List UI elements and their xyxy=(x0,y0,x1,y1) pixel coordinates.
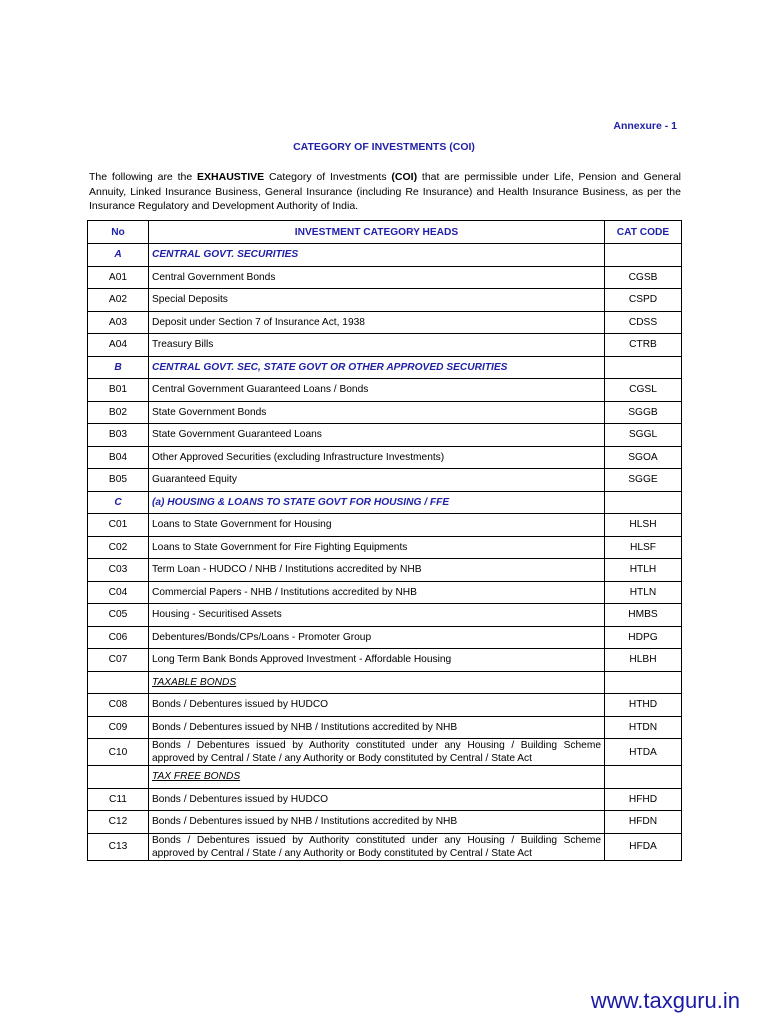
table-row xyxy=(88,788,682,811)
cell-cat-code: CDSS xyxy=(605,311,682,334)
cell-cat-code: SGOA xyxy=(605,446,682,469)
watermark-url: www.taxguru.in xyxy=(590,988,740,1013)
table-row xyxy=(88,379,682,402)
intro-paragraph xyxy=(89,170,681,214)
cell-cat-code: HFDA xyxy=(605,833,682,860)
cell-cat-code: SGGB xyxy=(605,401,682,424)
cell-no: A01 xyxy=(88,266,149,289)
table-body xyxy=(88,244,682,861)
cell-no xyxy=(88,766,149,789)
cell-description: Commercial Papers - NHB / Institutions accredited by NHB xyxy=(149,581,605,604)
table-row xyxy=(88,559,682,582)
table-row xyxy=(88,581,682,604)
cell-cat-code: HTDN xyxy=(605,716,682,739)
subheading-row xyxy=(88,766,682,789)
subheading-label: TAXABLE BONDS xyxy=(152,676,237,688)
cell-no: B05 xyxy=(88,469,149,492)
cell-description: State Government Bonds xyxy=(149,401,605,424)
intro-pre: The following are the xyxy=(89,171,198,183)
cell-cat-code: SGGL xyxy=(605,424,682,447)
table-row xyxy=(88,694,682,717)
cell-no: A xyxy=(88,244,149,267)
cell-description: Housing - Securitised Assets xyxy=(149,604,605,627)
table-row xyxy=(88,446,682,469)
cell-cat-code: HTHD xyxy=(605,694,682,717)
cell-description: Other Approved Securities (excluding Infrastructure Investments) xyxy=(149,446,605,469)
cell-cat-code xyxy=(605,244,682,267)
table-row xyxy=(88,514,682,537)
cell-no: C13 xyxy=(88,833,149,860)
cell-no: C10 xyxy=(88,739,149,766)
cell-description: Bonds / Debentures issued by HUDCO xyxy=(149,694,605,717)
cell-cat-code: HTLH xyxy=(605,559,682,582)
cell-description: Central Government Guaranteed Loans / Bonds xyxy=(149,379,605,402)
cell-description: Deposit under Section 7 of Insurance Act, 1938 xyxy=(149,311,605,334)
table-row xyxy=(88,811,682,834)
cell-description: Central Government Bonds xyxy=(149,266,605,289)
cell-description xyxy=(149,766,605,789)
table-row xyxy=(88,626,682,649)
cell-no: C09 xyxy=(88,716,149,739)
cell-description: Guaranteed Equity xyxy=(149,469,605,492)
cell-no: C11 xyxy=(88,788,149,811)
cell-description xyxy=(149,671,605,694)
table-row xyxy=(88,401,682,424)
table-header-row xyxy=(88,221,682,244)
intro-mid: Category of Investments xyxy=(264,171,392,183)
cell-cat-code: HTLN xyxy=(605,581,682,604)
cell-description: CENTRAL GOVT. SECURITIES xyxy=(149,244,605,267)
cell-no xyxy=(88,671,149,694)
cell-description: Special Deposits xyxy=(149,289,605,312)
table-row xyxy=(88,536,682,559)
subheading-row xyxy=(88,671,682,694)
cell-cat-code: HTDA xyxy=(605,739,682,766)
cell-description: Bonds / Debentures issued by Authority constituted under any Housing / Building Scheme approved by Central / State / any Authority or Body constituted by Central / State Act xyxy=(149,833,605,860)
table-row xyxy=(88,469,682,492)
cell-no: B02 xyxy=(88,401,149,424)
cell-cat-code: SGGE xyxy=(605,469,682,492)
header-code: CAT CODE xyxy=(605,221,682,244)
cell-description: Loans to State Government for Housing xyxy=(149,514,605,537)
cell-cat-code xyxy=(605,356,682,379)
table-row xyxy=(88,334,682,357)
cell-cat-code: HLSF xyxy=(605,536,682,559)
cell-description: Bonds / Debentures issued by NHB / Institutions accredited by NHB xyxy=(149,716,605,739)
cell-cat-code: HFDN xyxy=(605,811,682,834)
cell-no: B01 xyxy=(88,379,149,402)
cell-cat-code: HFHD xyxy=(605,788,682,811)
cell-description: Term Loan - HUDCO / NHB / Institutions accredited by NHB xyxy=(149,559,605,582)
header-heads: INVESTMENT CATEGORY HEADS xyxy=(149,221,605,244)
cell-description: Bonds / Debentures issued by HUDCO xyxy=(149,788,605,811)
table-row xyxy=(88,266,682,289)
cell-description: (a) HOUSING & LOANS TO STATE GOVT FOR HOUSING / FFE xyxy=(149,491,605,514)
cell-description: Treasury Bills xyxy=(149,334,605,357)
table-row xyxy=(88,649,682,672)
table-row xyxy=(88,739,682,766)
annexure-label: Annexure - 1 xyxy=(613,120,677,132)
cell-cat-code xyxy=(605,671,682,694)
table-row xyxy=(88,424,682,447)
cell-no: C01 xyxy=(88,514,149,537)
header-no: No xyxy=(88,221,149,244)
cell-description: State Government Guaranteed Loans xyxy=(149,424,605,447)
cell-no: A04 xyxy=(88,334,149,357)
table-row xyxy=(88,604,682,627)
cell-no: C03 xyxy=(88,559,149,582)
cell-description: CENTRAL GOVT. SEC, STATE GOVT OR OTHER APPROVED SECURITIES xyxy=(149,356,605,379)
cell-no: C xyxy=(88,491,149,514)
page-title: CATEGORY OF INVESTMENTS (COI) xyxy=(293,141,475,153)
cell-no: B03 xyxy=(88,424,149,447)
cell-cat-code: HLBH xyxy=(605,649,682,672)
cell-cat-code: HDPG xyxy=(605,626,682,649)
table-row xyxy=(88,716,682,739)
cell-cat-code xyxy=(605,491,682,514)
cell-no: C07 xyxy=(88,649,149,672)
cell-no: C02 xyxy=(88,536,149,559)
subheading-label: TAX FREE BONDS xyxy=(152,771,241,783)
cell-no: B04 xyxy=(88,446,149,469)
section-row xyxy=(88,356,682,379)
cell-no: C08 xyxy=(88,694,149,717)
cell-no: C04 xyxy=(88,581,149,604)
table-row xyxy=(88,289,682,312)
intro-exhaustive: EXHAUSTIVE xyxy=(197,171,265,183)
cell-no: A02 xyxy=(88,289,149,312)
cell-no: B xyxy=(88,356,149,379)
cell-no: C06 xyxy=(88,626,149,649)
cell-cat-code: CTRB xyxy=(605,334,682,357)
cell-cat-code: CGSB xyxy=(605,266,682,289)
cell-cat-code: HLSH xyxy=(605,514,682,537)
cell-description: Bonds / Debentures issued by NHB / Institutions accredited by NHB xyxy=(149,811,605,834)
intro-coi: (COI) xyxy=(391,171,418,183)
table-row xyxy=(88,833,682,860)
table-row xyxy=(88,311,682,334)
cell-description: Loans to State Government for Fire Fighting Equipments xyxy=(149,536,605,559)
investment-category-table xyxy=(87,220,682,861)
cell-no: A03 xyxy=(88,311,149,334)
cell-cat-code: HMBS xyxy=(605,604,682,627)
cell-no: C05 xyxy=(88,604,149,627)
cell-description: Bonds / Debentures issued by Authority constituted under any Housing / Building Scheme approved by Central / State / any Authority or Body constituted by Central / State Act xyxy=(149,739,605,766)
section-row xyxy=(88,244,682,267)
cell-cat-code xyxy=(605,766,682,789)
cell-description: Long Term Bank Bonds Approved Investment - Affordable Housing xyxy=(149,649,605,672)
cell-cat-code: CGSL xyxy=(605,379,682,402)
intro-post: that are permissible under Life, Pension and General Annuity, Linked Insurance Business, General Insurance (including Re Insurance) and Health Insurance Business, as per the Insurance Regulatory and Development Authority of India. xyxy=(89,171,681,212)
cell-description: Debentures/Bonds/CPs/Loans - Promoter Group xyxy=(149,626,605,649)
cell-no: C12 xyxy=(88,811,149,834)
section-row xyxy=(88,491,682,514)
cell-cat-code: CSPD xyxy=(605,289,682,312)
